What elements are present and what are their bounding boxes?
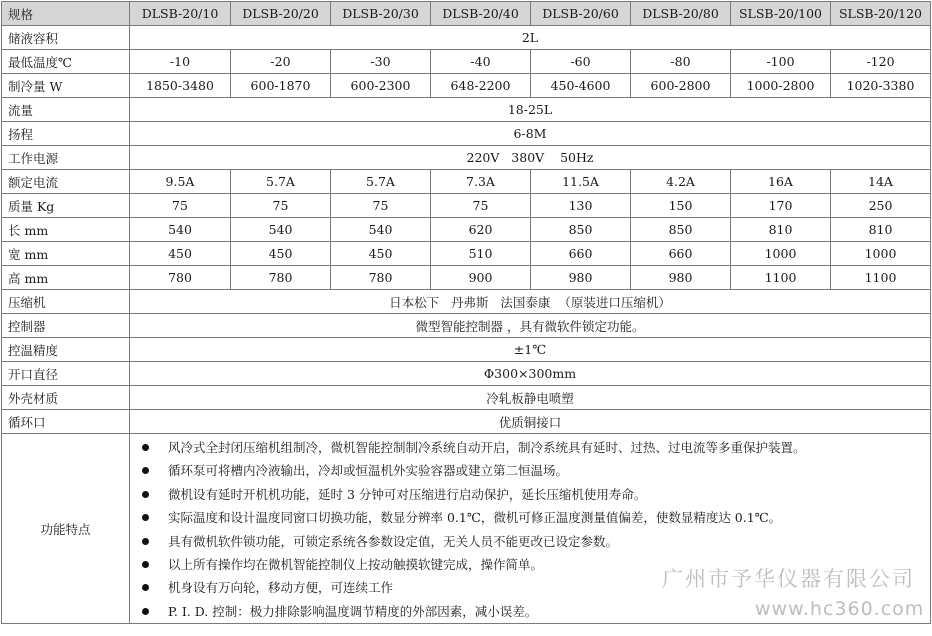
spec-value-cell: 850 xyxy=(531,218,631,242)
spec-value-cell: -60 xyxy=(531,50,631,74)
spec-row-label: 储液容积 xyxy=(2,26,130,50)
spec-value-cell: 600-2800 xyxy=(631,74,731,98)
spec-value-cell: -80 xyxy=(631,50,731,74)
spec-value-cell: 780 xyxy=(331,266,431,290)
spec-value-cell: -100 xyxy=(731,50,831,74)
feature-item xyxy=(130,576,930,599)
spec-value-cell: 11.5A xyxy=(531,170,631,194)
spec-value-cell: 1000 xyxy=(731,242,831,266)
spec-value-cell: 130 xyxy=(531,194,631,218)
spec-row-label: 质量 Kg xyxy=(2,194,130,218)
spec-row-label: 长 mm xyxy=(2,218,130,242)
bullet-icon xyxy=(142,584,149,591)
header-row xyxy=(2,2,931,26)
feature-item xyxy=(130,553,930,576)
spec-merged-value: 6-8M xyxy=(130,122,931,146)
spec-row-label: 制冷量 W xyxy=(2,74,130,98)
bullet-icon xyxy=(142,491,149,498)
feature-text: 风冷式全封闭压缩机组制冷，微机智能控制制冷系统自动开启，制冷系统具有延时、过热、过电流等多重保护装置。 xyxy=(168,440,806,455)
spec-value-cell: 660 xyxy=(531,242,631,266)
spec-value-cell: -10 xyxy=(130,50,231,74)
site-watermark: www.hc360.com xyxy=(755,598,925,620)
spec-value-cell: 540 xyxy=(231,218,331,242)
feature-text: 以上所有操作均在微机智能控制仪上按动触摸软键完成，操作简单。 xyxy=(168,556,544,572)
spec-value-cell: 14A xyxy=(831,170,931,194)
header-cell-model: DLSB-20/10 xyxy=(130,2,231,26)
spec-row-label: 额定电流 xyxy=(2,170,130,194)
spec-value-cell: 5.7A xyxy=(231,170,331,194)
bullet-icon xyxy=(142,467,149,474)
spec-row xyxy=(2,194,931,218)
spec-value-cell: -20 xyxy=(231,50,331,74)
feature-item xyxy=(130,436,930,459)
spec-value-cell: 75 xyxy=(431,194,531,218)
spec-row-label: 最低温度℃ xyxy=(2,50,130,74)
feature-item xyxy=(130,600,930,623)
spec-value-cell: 7.3A xyxy=(431,170,531,194)
spec-value-cell: 980 xyxy=(631,266,731,290)
spec-value-cell: 810 xyxy=(731,218,831,242)
spec-merged-value: 18-25L xyxy=(130,98,931,122)
spec-row-label: 控温精度 xyxy=(2,338,130,362)
spec-merged-value: 2L xyxy=(130,26,931,50)
feature-item xyxy=(130,506,930,529)
spec-value-cell: 150 xyxy=(631,194,731,218)
features-row xyxy=(2,434,931,624)
spec-value-cell: 620 xyxy=(431,218,531,242)
header-cell-model: DLSB-20/40 xyxy=(431,2,531,26)
spec-merged-value: 220V 380V 50Hz xyxy=(130,146,931,170)
spec-row xyxy=(2,314,931,338)
spec-row-label: 外壳材质 xyxy=(2,386,130,410)
spec-row xyxy=(2,386,931,410)
spec-value-cell: 1100 xyxy=(831,266,931,290)
spec-value-cell: -40 xyxy=(431,50,531,74)
spec-row xyxy=(2,242,931,266)
spec-value-cell: 9.5A xyxy=(130,170,231,194)
features-cell xyxy=(130,434,931,624)
features-label: 功能特点 xyxy=(2,434,130,624)
spec-row xyxy=(2,170,931,194)
spec-value-cell: 4.2A xyxy=(631,170,731,194)
spec-value-cell: 450 xyxy=(231,242,331,266)
spec-value-cell: 850 xyxy=(631,218,731,242)
spec-row xyxy=(2,98,931,122)
bullet-icon xyxy=(142,444,149,451)
spec-merged-value: 优质铜接口 xyxy=(130,410,931,434)
spec-merged-value: Φ300×300mm xyxy=(130,362,931,386)
spec-value-cell: 660 xyxy=(631,242,731,266)
header-cell-model: DLSB-20/60 xyxy=(531,2,631,26)
bullet-icon xyxy=(142,561,149,568)
spec-value-cell: 5.7A xyxy=(331,170,431,194)
feature-text: 机身设有万向轮，移动方便，可连续工作 xyxy=(168,580,394,596)
spec-value-cell: 170 xyxy=(731,194,831,218)
spec-merged-value: 日本松下 丹弗斯 法国泰康 （原装进口压缩机） xyxy=(130,290,931,314)
spec-value-cell: 900 xyxy=(431,266,531,290)
header-cell-model: SLSB-20/120 xyxy=(831,2,931,26)
spec-row-label: 开口直径 xyxy=(2,362,130,386)
feature-item xyxy=(130,459,930,482)
spec-row xyxy=(2,122,931,146)
feature-item xyxy=(130,483,930,506)
spec-value-cell: 75 xyxy=(130,194,231,218)
spec-value-cell: 600-2300 xyxy=(331,74,431,98)
spec-value-cell: 1000-2800 xyxy=(731,74,831,98)
spec-row-label: 流量 xyxy=(2,98,130,122)
feature-text: 实际温度和设计温度同窗口切换功能，数显分辨率 0.1℃，微机可修正温度测量值偏差，使数显精度达 0.1℃。 xyxy=(168,510,782,526)
spec-value-cell: 510 xyxy=(431,242,531,266)
spec-row xyxy=(2,26,931,50)
spec-value-cell: 16A xyxy=(731,170,831,194)
spec-value-cell: 450 xyxy=(331,242,431,266)
spec-value-cell: 980 xyxy=(531,266,631,290)
spec-row-label: 控制器 xyxy=(2,314,130,338)
header-cell-model: DLSB-20/20 xyxy=(231,2,331,26)
spec-value-cell: 250 xyxy=(831,194,931,218)
spec-value-cell: 450 xyxy=(130,242,231,266)
spec-row-label: 压缩机 xyxy=(2,290,130,314)
spec-merged-value: ±1℃ xyxy=(130,338,931,362)
spec-value-cell: 780 xyxy=(130,266,231,290)
spec-merged-value: 冷轧板静电喷塑 xyxy=(130,386,931,410)
spec-value-cell: 450-4600 xyxy=(531,74,631,98)
spec-row-label: 宽 mm xyxy=(2,242,130,266)
spec-value-cell: 600-1870 xyxy=(231,74,331,98)
company-watermark: 广州市予华仪器有限公司 xyxy=(662,567,915,591)
header-cell-model: DLSB-20/80 xyxy=(631,2,731,26)
spec-value-cell: 540 xyxy=(331,218,431,242)
bullet-icon xyxy=(142,538,149,545)
spec-row-label: 工作电源 xyxy=(2,146,130,170)
spec-value-cell: 648-2200 xyxy=(431,74,531,98)
spec-row-label: 高 mm xyxy=(2,266,130,290)
spec-table xyxy=(1,1,931,624)
spec-value-cell: 1020-3380 xyxy=(831,74,931,98)
spec-row xyxy=(2,74,931,98)
spec-value-cell: 1000 xyxy=(831,242,931,266)
header-cell-model: DLSB-20/30 xyxy=(331,2,431,26)
spec-row xyxy=(2,362,931,386)
spec-value-cell: 1850-3480 xyxy=(130,74,231,98)
spec-value-cell: 780 xyxy=(231,266,331,290)
feature-text: 具有微机软件锁功能，可锁定系统各参数设定值，无关人员不能更改已设定参数。 xyxy=(168,533,619,549)
spec-value-cell: -30 xyxy=(331,50,431,74)
spec-row xyxy=(2,50,931,74)
spec-table-body xyxy=(2,2,931,624)
spec-row xyxy=(2,218,931,242)
features-list xyxy=(130,434,930,623)
feature-text: 循环泵可将槽内冷液输出，冷却或恒温机外实验容器或建立第二恒温场。 xyxy=(168,463,569,479)
bullet-icon xyxy=(142,608,149,615)
spec-value-cell: 1100 xyxy=(731,266,831,290)
spec-value-cell: 75 xyxy=(231,194,331,218)
spec-row xyxy=(2,146,931,170)
spec-value-cell: 75 xyxy=(331,194,431,218)
bullet-icon xyxy=(142,514,149,521)
spec-row-label: 扬程 xyxy=(2,122,130,146)
spec-merged-value: 微型智能控制器 ，具有微软件锁定功能。 xyxy=(130,314,931,338)
spec-value-cell: 540 xyxy=(130,218,231,242)
spec-value-cell: -120 xyxy=(831,50,931,74)
feature-text: P. I. D. 控制：极力排除影响温度调节精度的外部因素，减小误差。 xyxy=(168,603,538,619)
spec-value-cell: 810 xyxy=(831,218,931,242)
spec-row-label: 循环口 xyxy=(2,410,130,434)
feature-text: 微机设有延时开机机功能，延时 3 分钟可对压缩进行启动保护，延长压缩机使用寿命。 xyxy=(168,486,647,502)
spec-row xyxy=(2,266,931,290)
feature-item xyxy=(130,530,930,553)
spec-row xyxy=(2,338,931,362)
spec-row xyxy=(2,290,931,314)
header-cell-model: SLSB-20/100 xyxy=(731,2,831,26)
spec-row xyxy=(2,410,931,434)
header-cell-label: 规格 xyxy=(2,2,130,26)
